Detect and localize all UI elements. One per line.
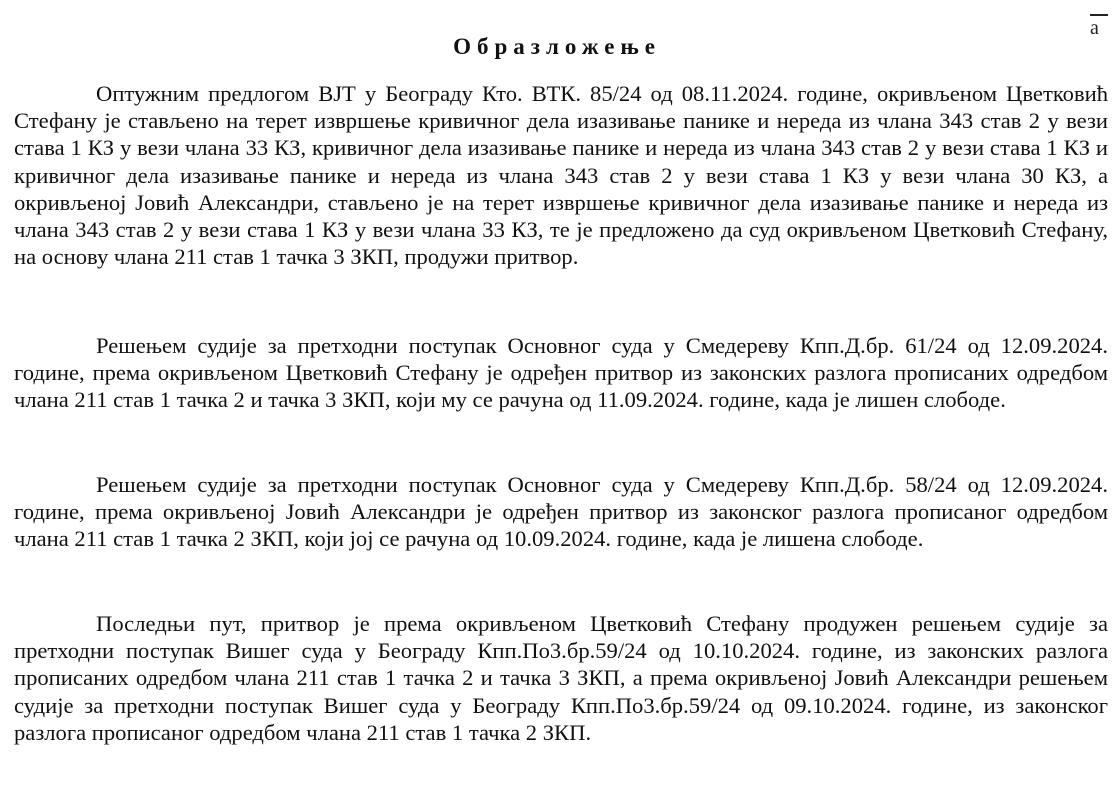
paragraph-indictment: Оптужним предлогом ВЈТ у Београду Кто. ВТК. 85/24 од 08.11.2024. године, окривљеном Цветковић Стефану је стављено на терет извршење кривичног дела изазивање панике и нереда из члана 343 став 2 у вези става 1 КЗ у вези члана 33 КЗ, кривичног дела изазивање панике и нереда из члана 343 став 2 у вези става 1 КЗ и кривичног дела изазивање панике и нереда из члана 343 став 2 у вези става 1 КЗ у вези члана 30 КЗ, а окривљеној Јовић Александри, стављено је на терет извршење кривичног дела изазивање панике и нереда из члана 343 став 2 у вези става 1 КЗ у вези члана 33 КЗ, те је предложено да суд окривљеном Цветковић Стефану, на основу члана 211 став 1 тачка 3 ЗКП, продужи притвор. [14, 81, 1108, 270]
corner-mark-bar [1090, 14, 1108, 16]
paragraph-detention-jovic: Решењем судије за претходни поступак Основног суда у Смедереву Кпп.Д.бр. 58/24 од 12.09.2024. године, према окривљеној Јовић Александри је одређен притвор из законског разлога прописаног одредбом члана 211 став 1 тачка 2 ЗКП, који јој се рачуна од 10.09.2024. године, када је лишена слободе. [14, 472, 1108, 552]
corner-mark-text: а [1090, 17, 1099, 39]
document-title: Образложење [453, 34, 661, 59]
paragraph-detention-cvetkovic: Решењем судије за претходни поступак Основног суда у Смедереву Кпп.Д.бр. 61/24 од 12.09.2024. године, према окривљеном Цветковић Стефану је одређен притвор из законских разлога прописаних одредбом члана 211 став 1 тачка 2 и тачка 3 ЗКП, који му се рачуна од 11.09.2024. године, када је лишен слободе. [14, 333, 1108, 413]
paragraph-detention-extension: Последњи пут, притвор је према окривљеном Цветковић Стефану продужен решењем судије за претходни поступак Вишег суда у Београду Кпп.По3.бр.59/24 од 10.10.2024. године, из законских разлога прописаних одредбом члана 211 став 1 тачка 2 и тачка 3 ЗКП, а према окривљеној Јовић Александри решењем судије за претходни поступак Вишег суда у Београду Кпп.По3.бр.59/24 од 09.10.2024. године, из законског разлога прописаног одредбом члана 211 став 1 тачка 2 ЗКП. [14, 611, 1108, 745]
